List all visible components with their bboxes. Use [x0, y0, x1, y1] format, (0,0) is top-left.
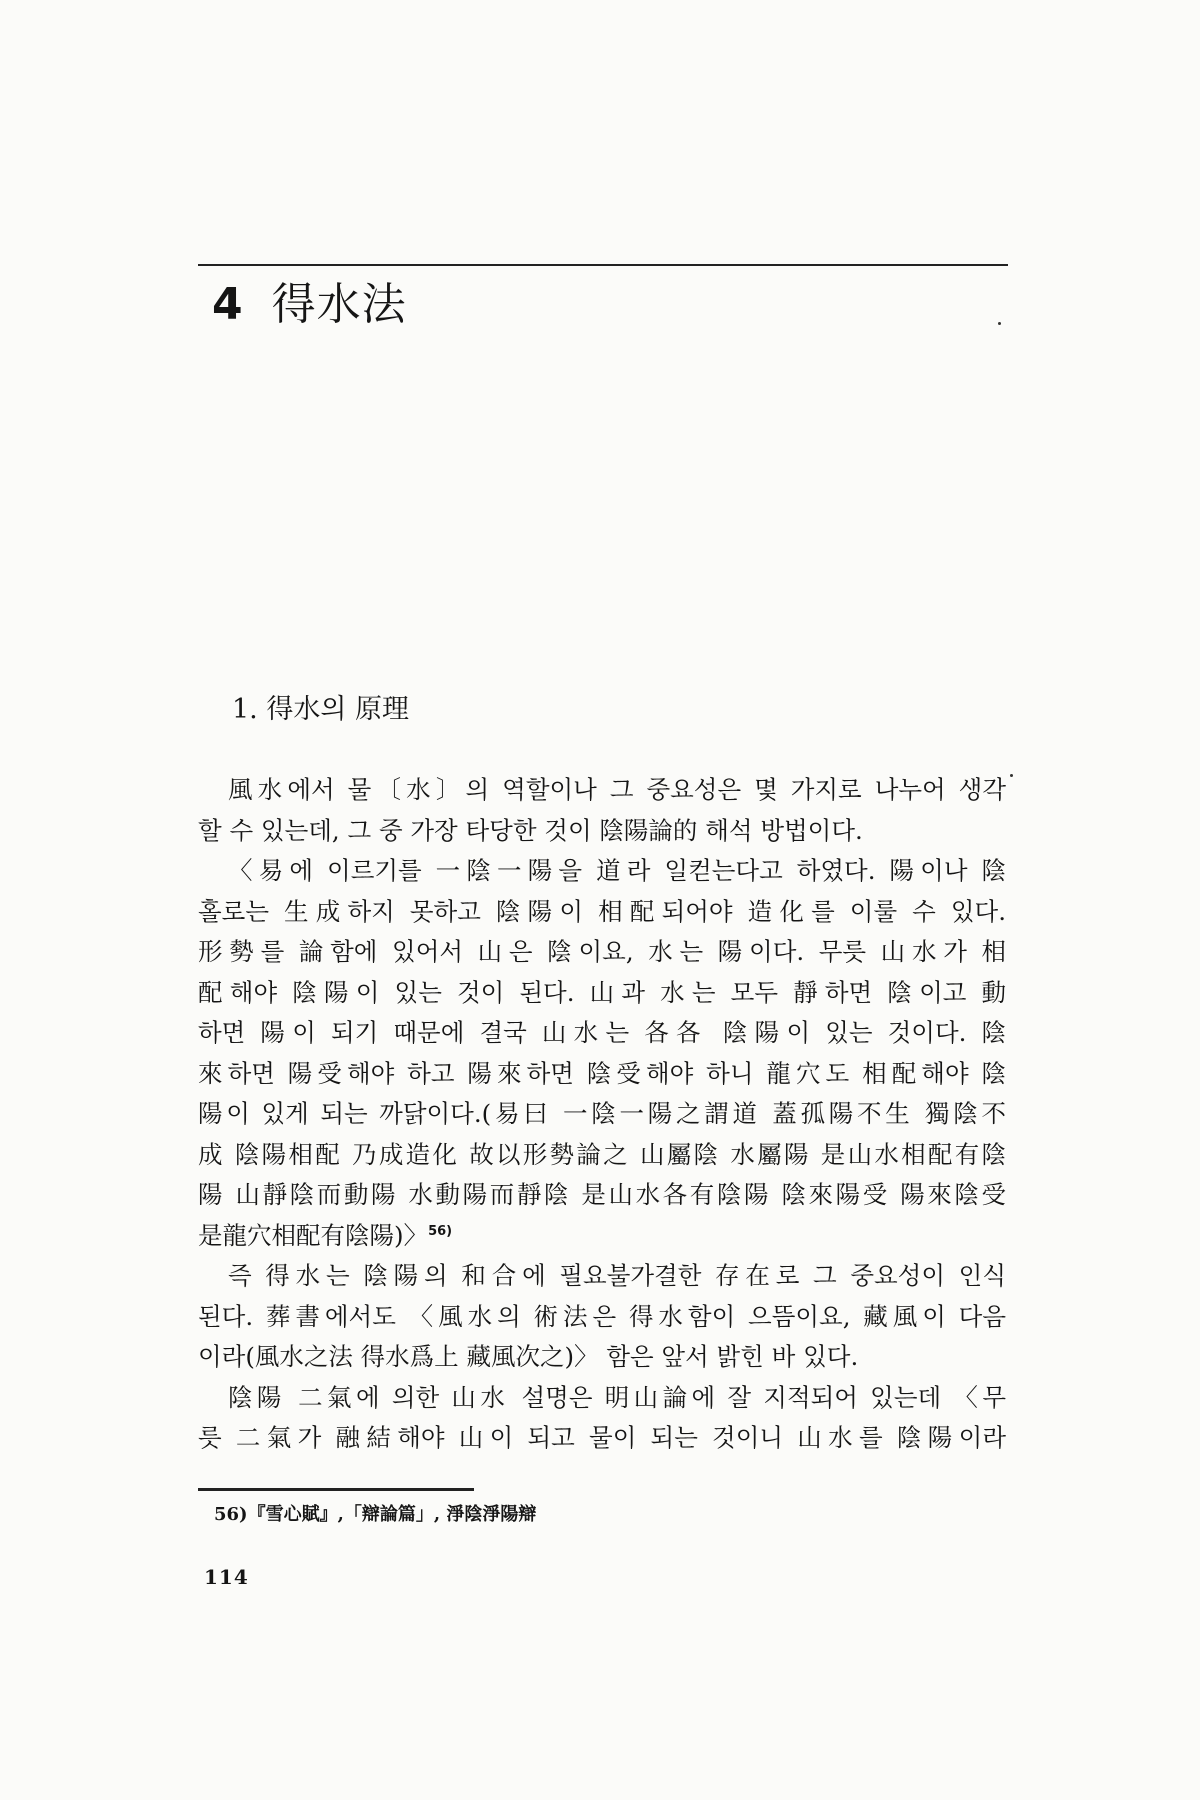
text-line [198, 932, 1006, 973]
chapter-title [212, 268, 407, 342]
text-line-content: 즉 得水는 陰陽의 和合에 필요불가결한 存在로 그 중요성이 인식 [228, 1261, 1006, 1290]
text-line [198, 1135, 1006, 1176]
footnote-reference: 56) [428, 1223, 453, 1239]
footnote: 56)『雪心賦』,「辯論篇」, 淨陰淨陽辯 [214, 1504, 537, 1525]
text-line [198, 1378, 1006, 1419]
text-line [198, 811, 1006, 852]
text-line [198, 1216, 1006, 1257]
text-line-content: 形勢를 論함에 있어서 山은 陰이요, 水는 陽이다. 무릇 山水가 相 [198, 937, 1006, 966]
text-line [198, 851, 1006, 892]
text-line [198, 892, 1006, 933]
page-number: 114 [204, 1565, 249, 1589]
text-line-content: 이라(風水之法 得水爲上 藏風次之)〉 함은 앞서 밝힌 바 있다. [198, 1342, 859, 1371]
text-line [198, 770, 1006, 811]
text-line-content: 配해야 陰陽이 있는 것이 된다. 山과 水는 모두 靜하면 陰이고 動 [198, 977, 1006, 1007]
text-line-content: 成 陰陽相配 乃成造化 故以形勢論之 山屬陰 水屬陽 是山水相配有陰 [198, 1139, 1006, 1169]
text-line-content: 릇 二氣가 融結해야 山이 되고 물이 되는 것이니 山水를 陰陽이라 [198, 1423, 1006, 1452]
text-line-content: 된다. 葬書에서도 〈風水의 術法은 得水함이 으뜸이요, 藏風이 다음 [198, 1301, 1006, 1331]
text-line-content: 陽이 있게 되는 까닭이다.(易曰 一陰一陽之謂道 蓋孤陽不生 獨陰不 [198, 1099, 1006, 1128]
text-line-content: 風水에서 물〔水〕의 역할이나 그 중요성은 몇 가지로 나누어 생각 [228, 775, 1006, 804]
text-line [198, 1418, 1006, 1459]
text-line-content: 할 수 있는데, 그 중 가장 타당한 것이 陰陽論的 해석 방법이다. [198, 815, 863, 845]
text-line-content: 陽 山靜陰而動陽 水動陽而靜陰 是山水各有陰陽 陰來陽受 陽來陰受 [198, 1180, 1006, 1209]
text-line [198, 1256, 1006, 1297]
footnote-rule [198, 1488, 474, 1491]
scan-speck [998, 322, 1001, 325]
body-text [198, 770, 1006, 1459]
text-line-content: 〈易에 이르기를 一陰一陽을 道라 일컫는다고 하였다. 陽이나 陰 [228, 856, 1006, 885]
header-rule [198, 264, 1008, 266]
chapter-number: 4 [212, 279, 244, 330]
text-line-content: 來하면 陽受해야 하고 陽來하면 陰受해야 하니 龍穴도 相配해야 陰 [198, 1058, 1006, 1088]
text-line [198, 1013, 1006, 1054]
scan-speck [1010, 774, 1013, 777]
text-line-content: 陰陽 二氣에 의한 山水 설명은 明山論에 잘 지적되어 있는데 〈무 [228, 1382, 1006, 1412]
text-line [198, 1054, 1006, 1095]
text-line [198, 1175, 1006, 1216]
text-line [198, 1337, 1006, 1378]
text-line [198, 1094, 1006, 1135]
chapter-title-text: 得水法 [271, 279, 407, 330]
text-line [198, 1297, 1006, 1338]
text-line-content: 하면 陽이 되기 때문에 결국 山水는 各各 陰陽이 있는 것이다. 陰 [198, 1018, 1006, 1047]
text-line [198, 973, 1006, 1014]
text-line-content: 홀로는 生成하지 못하고 陰陽이 相配되어야 造化를 이룰 수 있다. [198, 896, 1006, 926]
text-line-content: 是龍穴相配有陰陽)〉 [198, 1220, 429, 1250]
section-heading: 1. 得水의 原理 [232, 694, 410, 725]
